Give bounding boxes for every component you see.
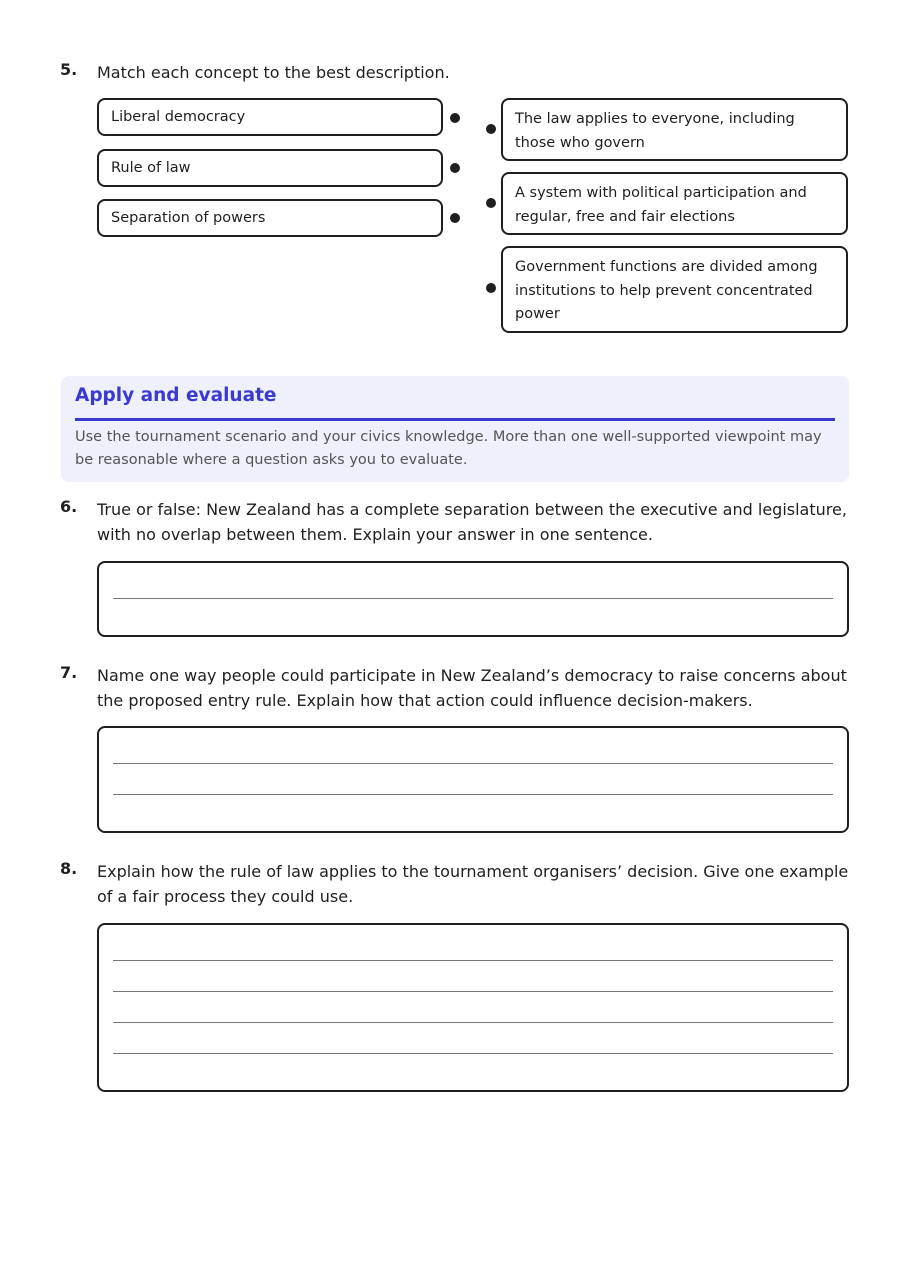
description-dot-2[interactable] — [486, 198, 496, 208]
answer-box-q8[interactable] — [97, 923, 849, 1092]
apply-evaluate-callout — [61, 376, 849, 482]
concept-liberal-democracy[interactable]: Liberal democracy — [97, 98, 443, 136]
answer-line — [113, 763, 833, 764]
question-number: 8. — [60, 859, 78, 878]
answer-line — [113, 598, 833, 599]
concept-dot-3[interactable] — [450, 213, 460, 223]
question-prompt: Match each concept to the best description. — [97, 63, 450, 82]
callout-body: Use the tournament scenario and your civics knowledge. More than one well-supported viewpoint may be reasonable where a question asks you to evaluate. — [75, 429, 822, 468]
concept-dot-2[interactable] — [450, 163, 460, 173]
question-prompt: Explain how the rule of law applies to the tournament organisers’ decision. Give one example of a fair process they could use. — [97, 862, 849, 906]
concept-separation-of-powers[interactable]: Separation of powers — [97, 199, 443, 237]
description-separation-of-powers[interactable]: Government functions are divided among institutions to help prevent concentrated power — [501, 246, 848, 333]
description-rule-of-law[interactable]: The law applies to everyone, including those who govern — [501, 98, 848, 161]
answer-box-q6[interactable] — [97, 561, 849, 637]
answer-line — [113, 794, 833, 795]
description-liberal-democracy[interactable]: A system with political participation and regular, free and fair elections — [501, 172, 848, 235]
answer-line — [113, 960, 833, 961]
question-prompt: Name one way people could participate in New Zealand’s democracy to raise concerns about the proposed entry rule. Explain how that action could influence decision-makers. — [97, 666, 847, 710]
answer-line — [113, 1022, 833, 1023]
question-number: 7. — [60, 663, 78, 682]
description-dot-1[interactable] — [486, 124, 496, 134]
question-number: 5. — [60, 60, 78, 79]
question-prompt: True or false: New Zealand has a complete separation between the executive and legislature, with no overlap between them. Explain your answer in one sentence. — [97, 500, 847, 544]
concept-dot-1[interactable] — [450, 113, 460, 123]
answer-line — [113, 991, 833, 992]
concept-rule-of-law[interactable]: Rule of law — [97, 149, 443, 187]
answer-box-q7[interactable] — [97, 726, 849, 833]
answer-line — [113, 1053, 833, 1054]
callout-title: Apply and evaluate — [75, 385, 277, 406]
callout-divider — [75, 418, 835, 421]
description-dot-3[interactable] — [486, 283, 496, 293]
question-number: 6. — [60, 497, 78, 516]
